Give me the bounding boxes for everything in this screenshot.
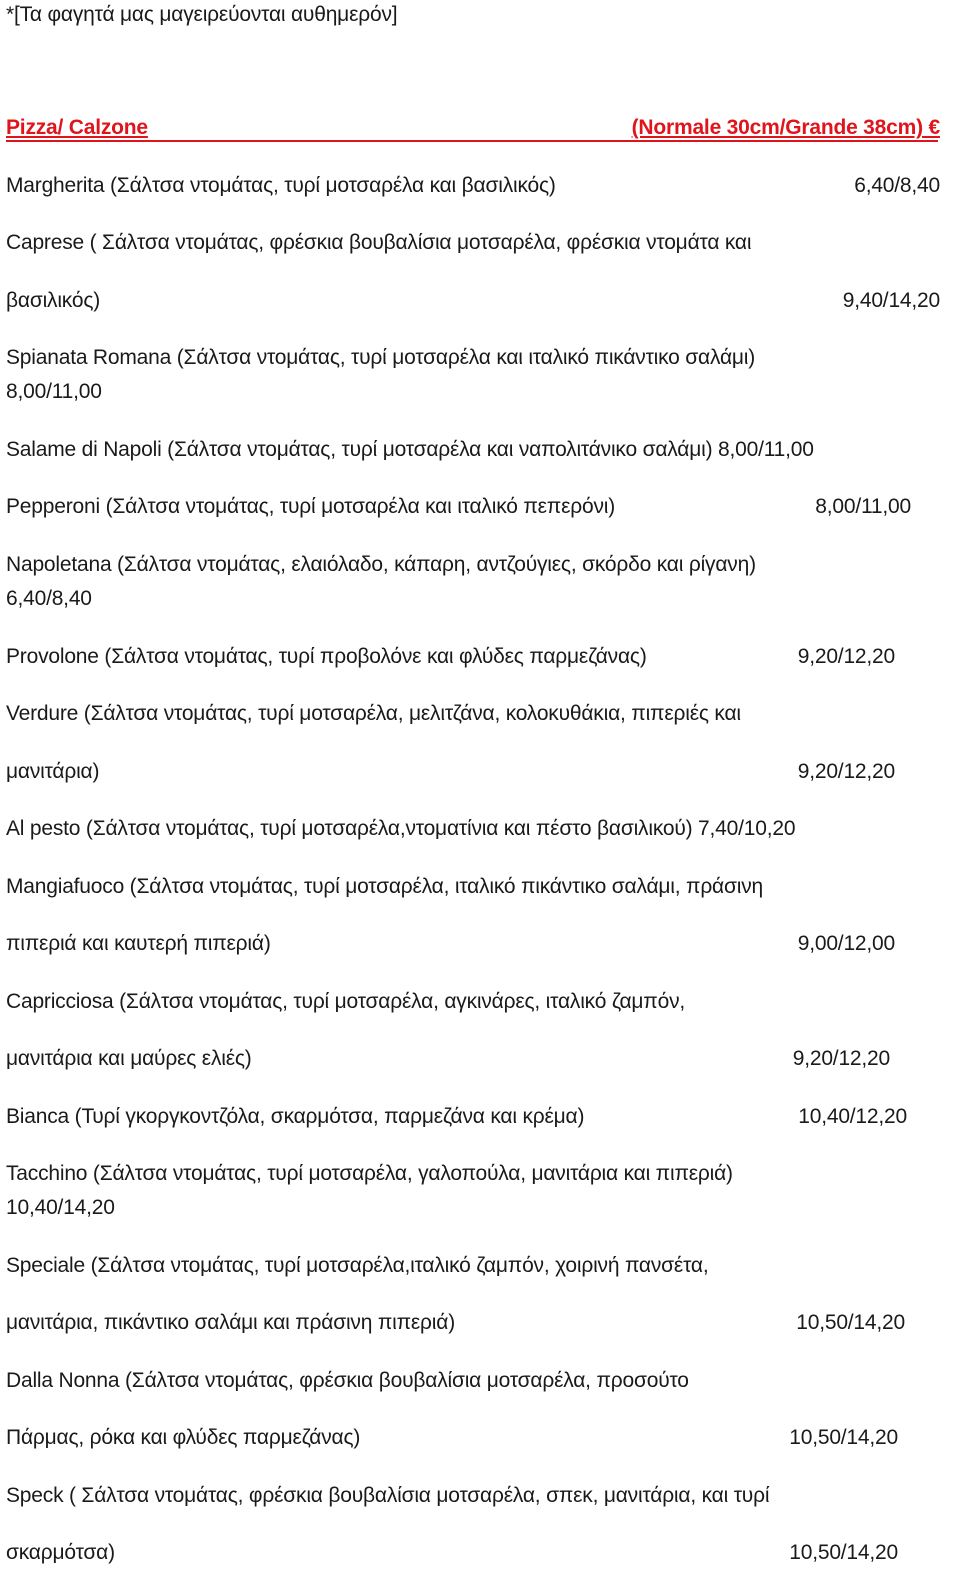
item-speck-cont: σκαρμότσα) — [6, 1541, 115, 1564]
price-speck: 10,50/14,20 — [789, 1541, 898, 1564]
item-pepperoni: Pepperoni (Σάλτσα ντομάτας, τυρί μοτσαρέλα και ιταλικό πεπερόνι) — [6, 495, 616, 518]
price-tacchino: 10,40/14,20 — [6, 1196, 115, 1219]
item-bianca: Bianca (Τυρί γκοργκοντζόλα, σκαρμότσα, παρμεζάνα και κρέμα) — [6, 1105, 585, 1128]
price-bianca: 10,40/12,20 — [798, 1105, 907, 1128]
section-title: Pizza/ Calzone — [6, 116, 148, 139]
item-spianata-romana: Spianata Romana (Σάλτσα ντομάτας, τυρί μοτσαρέλα και ιταλικό πικάντικο σαλάμι) — [6, 346, 756, 369]
price-caprese: 9,40/14,20 — [842, 289, 940, 312]
item-provolone: Provolone (Σάλτσα ντομάτας, τυρί προβολόνε και φλύδες παρμεζάνας) — [6, 645, 647, 668]
item-tacchino: Tacchino (Σάλτσα ντομάτας, τυρί μοτσαρέλα, γαλοπούλα, μανιτάρια και πιπεριά) — [6, 1162, 733, 1185]
item-caprese: Caprese ( Σάλτσα ντομάτας, φρέσκια βουβαλίσια μοτσαρέλα, φρέσκια ντομάτα και — [6, 231, 752, 254]
item-salame-di-napoli: Salame di Napoli (Σάλτσα ντομάτας, τυρί μοτσαρέλα και ναπολιτάνικο σαλάμι) 8,00/11,00 — [6, 438, 814, 461]
item-dalla-nonna-cont: Πάρμας, ρόκα και φλύδες παρμεζάνας) — [6, 1426, 361, 1449]
item-mangiafuoco-cont: πιπεριά και καυτερή πιπεριά) — [6, 932, 271, 955]
price-pepperoni: 8,00/11,00 — [815, 495, 911, 518]
price-spianata-romana: 8,00/11,00 — [6, 380, 102, 403]
item-mangiafuoco: Mangiafuoco (Σάλτσα ντομάτας, τυρί μοτσαρέλα, ιταλικό πικάντικο σαλάμι, πράσινη — [6, 875, 764, 898]
item-caprese-cont: βασιλικός) — [6, 289, 101, 312]
price-verdure: 9,20/12,20 — [797, 760, 895, 783]
item-speck: Speck ( Σάλτσα ντομάτας, φρέσκια βουβαλίσια μοτσαρέλα, σπεκ, μανιτάρια, και τυρί — [6, 1484, 770, 1507]
item-verdure-cont: μανιτάρια) — [6, 760, 100, 783]
price-provolone: 9,20/12,20 — [797, 645, 895, 668]
price-napoletana: 6,40/8,40 — [6, 587, 92, 610]
price-mangiafuoco: 9,00/12,00 — [797, 932, 895, 955]
item-napoletana: Napoletana (Σάλτσα ντομάτας, ελαιόλαδο, κάπαρη, αντζούγιες, σκόρδο και ρίγανη) — [6, 553, 756, 576]
item-margherita: Margherita (Σάλτσα ντομάτας, τυρί μοτσαρέλα και βασιλικός) — [6, 174, 556, 197]
price-margherita: 6,40/8,40 — [854, 174, 940, 197]
item-verdure: Verdure (Σάλτσα ντομάτας, τυρί μοτσαρέλα, μελιτζάνα, κολοκυθάκια, πιπεριές και — [6, 702, 741, 725]
price-capricciosa: 9,20/12,20 — [792, 1047, 890, 1070]
price-dalla-nonna: 10,50/14,20 — [789, 1426, 898, 1449]
item-speciale: Speciale (Σάλτσα ντομάτας, τυρί μοτσαρέλα,ιταλικό ζαμπόν, χοιρινή πανσέτα, — [6, 1254, 709, 1277]
price-speciale: 10,50/14,20 — [796, 1311, 905, 1334]
size-header: (Normale 30cm/Grande 38cm) € — [631, 116, 940, 139]
heading-underline — [6, 140, 938, 142]
item-al-pesto: Al pesto (Σάλτσα ντομάτας, τυρί μοτσαρέλα,ντοματίνια και πέστο βασιλικού) 7,40/10,20 — [6, 817, 796, 840]
menu-note: *[Τα φαγητά μας μαγειρεύονται αυθημερόν] — [6, 3, 398, 26]
item-capricciosa-cont: μανιτάρια και μαύρες ελιές) — [6, 1047, 252, 1070]
item-capricciosa: Capricciosa (Σάλτσα ντομάτας, τυρί μοτσαρέλα, αγκινάρες, ιταλικό ζαμπόν, — [6, 990, 686, 1013]
item-dalla-nonna: Dalla Nonna (Σάλτσα ντομάτας, φρέσκια βουβαλίσια μοτσαρέλα, προσούτο — [6, 1369, 689, 1392]
item-speciale-cont: μανιτάρια, πικάντικο σαλάμι και πράσινη πιπεριά) — [6, 1311, 455, 1334]
